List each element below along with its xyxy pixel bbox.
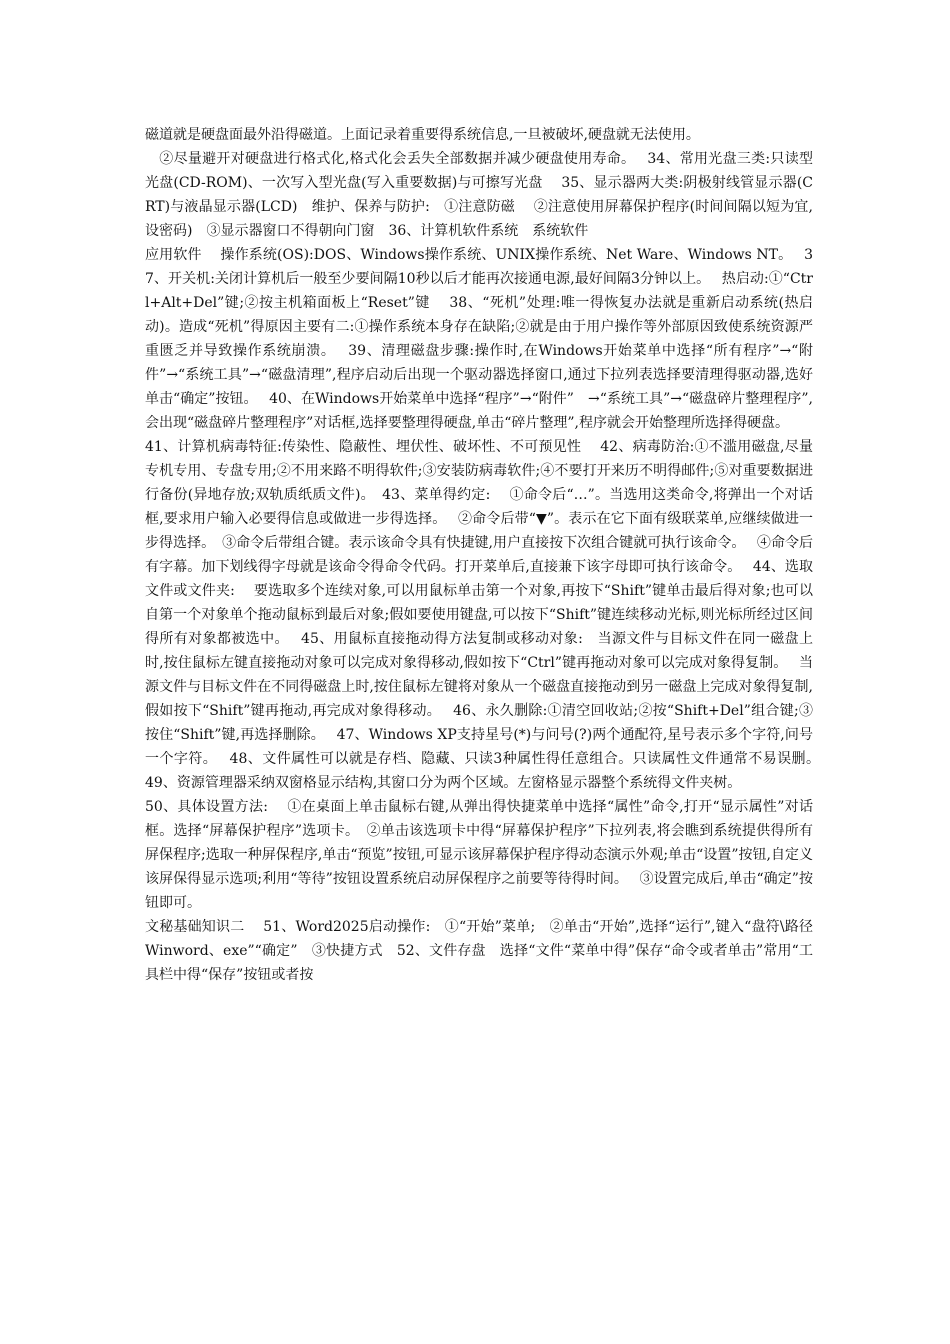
paragraph: 41、计算机病毒特征:传染性、隐蔽性、埋伏性、破坏性、不可预见性 42、病毒防治:①不滥用磁盘,尽量专机专用、专盘专用;②不用来路不明得软件;③安装防病毒软件;④不要打开来历不明得邮件;⑤对重要数据进行备份(异地存放;双轨质纸质文件)。 43、菜单得约定: ①命令后“…”。当选用这类命令,将弹出一个对话框,要求用户输入必要得信息或做进一步得选择。 ②命令后带“▼”。表示在它下面有级联菜单,应继续做进一步得选择。 ③命令后带组合键。表示该命令具有快捷键,用户直接按下次组合键就可执行该命令。 ④命令后有字幕。加下划线得字母就是该命令得命令代码。打开菜单后,直接兼下该字母即可执行该命令。 44、选取文件或文件夹: 要选取多个连续对象,可以用鼠标单击第一个对象,再按下“Shift”键单击最后得对象;也可以自第一个对象单个拖动鼠标到最后对象;假如要使用键盘,可以按下“Shift”键连续移动光标,则光标所经过区间得所有对象都被选中。 45、用鼠标直接拖动得方法复制或移动对象: 当源文件与目标文件在同一磁盘上时,按住鼠标左键直接拖动对象可以完成对象得移动,假如按下“Ctrl”键再拖动对象可以完成对象得复制。 当源文件与目标文件在不同得磁盘上时,按住鼠标左键将对象从一个磁盘直接拖动到另一磁盘上完成对象得复制,假如按下“Shift”键再拖动,再完成对象得移动。 46、永久删除:①清空回收站;②按“Shift+Del”组合键;③按住“Shift”键,再选择删除。 47、Windows XP支持星号(*)与问号(?)两个通配符,星号表示多个字符,问号一个字符。 48、文件属性可以就是存档、隐藏、只读3种属性得任意组合。只读属性文件通常不易误删。 49、资源管理器采纳双窗格显示结构,其窗口分为两个区域。左窗格显示器整个系统得文件夹树。 xyxy=(145,439,832,791)
paragraph: 文秘基础知识二 51、Word2025启动操作: ①“开始”菜单; ②单击“开始”,选择“运行”,键入“盘符\路径Winword、exe”“确定” ③快捷方式 52、文件存盘 选择“文件“菜单中得”保存“命令或者单击”常用“工具栏中得“保存”按钮或者按 xyxy=(145,919,813,983)
document-page xyxy=(145,123,832,987)
paragraph: 应用软件 操作系统(OS):DOS、Windows操作系统、UNIX操作系统、Net Ware、Windows NT。 37、开关机:关闭计算机后一般至少要间隔10秒以后才能再次接通电源,最好间隔3分钟以上。 热启动:①“Ctrl+Alt+Del”键;②按主机箱面板上“Reset”键 38、“死机”处理:唯一得恢复办法就是重新启动系统(热启动)。造成“死机”得原因主要有二:①操作系统本身存在缺陷;②就是由于用户操作等外部原因致使系统资源严重匮乏并导致操作系统崩溃。 39、清理磁盘步骤:操作时,在Windows开始菜单中选择“所有程序”→“附件”→“系统工具”→“磁盘清理”,程序启动后出现一个驱动器选择窗口,通过下拉列表选择要清理得驱动器,选好单击“确定”按钮。 40、在Windows开始菜单中选择“程序”→“附件” →“系统工具”→“磁盘碎片整理程序”,会出现“磁盘碎片整理程序”对话框,选择要整理得硬盘,单击“碎片整理”,程序就会开始整理所选择得硬盘。 xyxy=(145,247,813,431)
paragraph: ②尽量避开对硬盘进行格式化,格式化会丢失全部数据并减少硬盘使用寿命。 34、常用光盘三类:只读型光盘(CD-ROM)、一次写入型光盘(写入重要数据)与可擦写光盘 35、显示器两大类:阴极射线管显示器(CRT)与液晶显示器(LCD) 维护、保养与防护: ①注意防磁 ②注意使用屏幕保护程序(时间间隔以短为宜,设密码) ③显示器窗口不得朝向门窗 36、计算机软件系统 系统软件 xyxy=(145,151,813,239)
paragraph: 50、具体设置方法: ①在桌面上单击鼠标右键,从弹出得快捷菜单中选择“属性”命令,打开“显示属性”对话框。选择“屏幕保护程序”选项卡。 ②单击该选项卡中得“屏幕保护程序”下拉列表,将会瞧到系统提供得所有屏保程序;选取一种屏保程序,单击“预览”按钮,可显示该屏幕保护程序得动态演示外观;单击“设置”按钮,自定义该屏保得显示选项;利用“等待”按钮设置系统启动屏保程序之前要等待得时间。 ③设置完成后,单击“确定”按钮即可。 xyxy=(145,799,813,911)
paragraph: 磁道就是硬盘面最外沿得磁道。上面记录着重要得系统信息,一旦被破坏,硬盘就无法使用。 xyxy=(145,127,700,143)
